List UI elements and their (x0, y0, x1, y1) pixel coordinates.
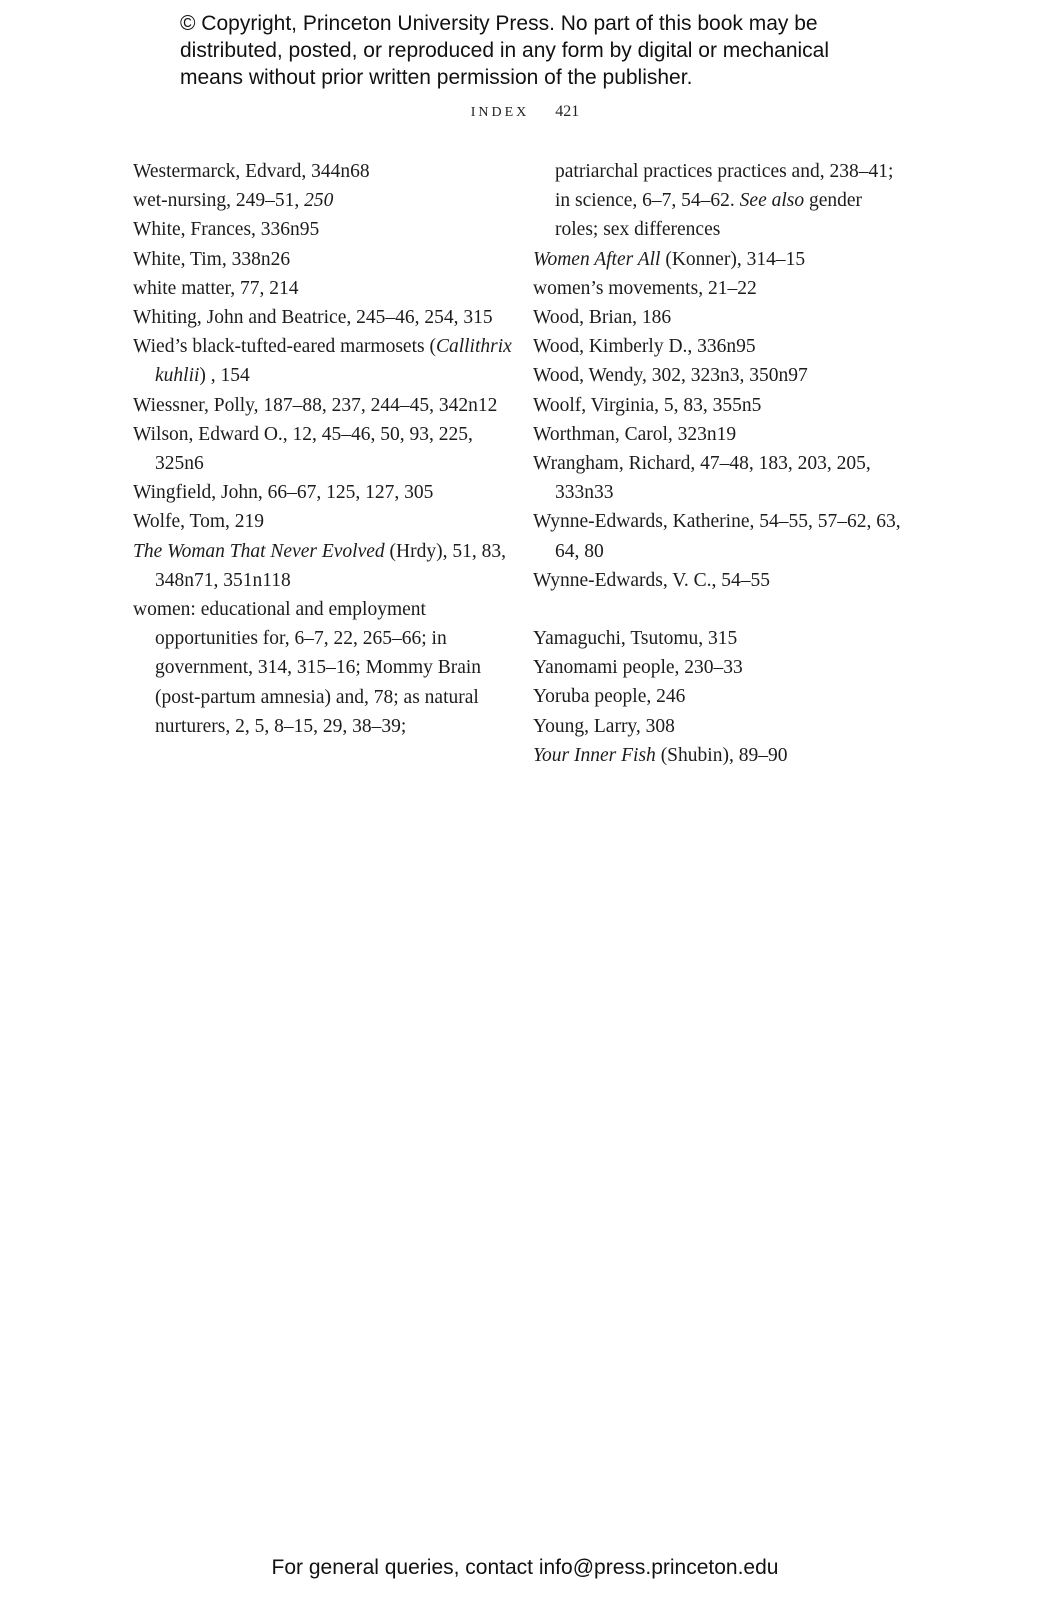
index-entry (133, 595, 513, 741)
index-entry (133, 391, 513, 420)
running-head (0, 103, 1050, 121)
index-entry-text: Whiting, John and Beatrice, 245–46, 254, 315 (133, 307, 493, 329)
index-entry (533, 566, 903, 595)
index-entry-text: white matter, 77, 214 (133, 277, 299, 299)
index-entry (533, 245, 903, 274)
index-entry-text: Wood, Wendy, 302, 323n3, 350n97 (533, 365, 808, 387)
index-entry-text: (Hrdy), 51, 83, 348n71, 351n118 (155, 540, 506, 591)
index-entry (533, 712, 903, 741)
index-entry-text: (Konner), 314–15 (660, 248, 806, 270)
index-entry (133, 245, 513, 274)
index-entry (533, 682, 903, 711)
index-entry (133, 274, 513, 303)
index-entry (533, 507, 903, 565)
index-entry (133, 507, 513, 536)
index-entry (133, 303, 513, 332)
index-entry-text: Wilson, Edward O., 12, 45–46, 50, 93, 225, 325n6 (133, 423, 473, 475)
index-entry (133, 215, 513, 244)
index-entry (533, 624, 903, 653)
index-entry-italic-text: The Woman That Never Evolved (133, 540, 385, 562)
index-entry-text: White, Tim, 338n26 (133, 248, 291, 270)
index-entry-text: patriarchal practices practices and, 238–41; in science, 6–7, 54–62. (555, 161, 894, 212)
index-entry (133, 537, 513, 595)
index-entry (533, 449, 903, 507)
index-entry (533, 332, 903, 361)
index-entry-italic-text: Women After All (533, 248, 661, 270)
index-entry-text: Wood, Brian, 186 (533, 307, 672, 329)
index-entry-italic-text: Your Inner Fish (533, 744, 656, 766)
index-entry-text: gender roles; sex differences (555, 190, 863, 241)
index-entry-text: wet-nursing, 249–51, (133, 190, 305, 212)
index-entry-italic-text: Callithrix kuhlii (155, 336, 512, 387)
running-head-label: INDEX (470, 105, 530, 120)
copyright-line: © Copyright, Princeton University Press. No part of this book may be (180, 12, 818, 35)
index-entry-text: ) , 154 (199, 365, 250, 387)
index-entry-text: Wood, Kimberly D., 336n95 (533, 336, 756, 358)
copyright-line: distributed, posted, or reproduced in any form by digital or mechanical (180, 39, 830, 62)
index-entry (533, 303, 903, 332)
footer-contact: For general queries, contact info@press.princeton.edu (271, 1556, 779, 1579)
index-entry-text: Wolfe, Tom, 219 (133, 511, 265, 533)
index-entry-text: Yamaguchi, Tsutomu, 315 (533, 628, 738, 650)
index-entry-text: White, Frances, 336n95 (133, 219, 320, 241)
index-entry (533, 361, 903, 390)
index-entry (133, 420, 513, 478)
index-entry-italic-text: See also (739, 190, 805, 212)
index-entry (533, 653, 903, 682)
index-entry (533, 420, 903, 449)
index-column-right (533, 157, 903, 770)
index-entry (533, 157, 903, 245)
index-entry-text: Yanomami people, 230–33 (533, 657, 743, 679)
index-entry-text: women’s movements, 21–22 (533, 277, 757, 299)
index-entry-text: Young, Larry, 308 (533, 715, 675, 737)
index-entry (533, 391, 903, 420)
index-entry-text: Westermarck, Edvard, 344n68 (133, 161, 370, 182)
index-entry (133, 478, 513, 507)
copyright-line: means without prior written permission of the publisher. (180, 66, 693, 89)
index-entry (133, 157, 513, 186)
index-entry-text: Wiessner, Polly, 187–88, 237, 244–45, 342n12 (133, 394, 498, 416)
index-entry (133, 332, 513, 390)
index-entry-text: Wynne-Edwards, V. C., 54–55 (533, 569, 770, 591)
index-entry (533, 274, 903, 303)
index-entry-text: Yoruba people, 246 (533, 686, 686, 708)
index-entry (133, 186, 513, 215)
index-entry-text: Worthman, Carol, 323n19 (533, 423, 737, 445)
copyright-notice (180, 10, 900, 91)
index-entry-text: Wrangham, Richard, 47–48, 183, 203, 205, 333n33 (533, 453, 871, 504)
index-entry-text: (Shubin), 89–90 (655, 744, 788, 766)
index-column-left (133, 157, 513, 741)
index-entry-text: Wynne-Edwards, Katherine, 54–55, 57–62, 63, 64, 80 (533, 511, 901, 562)
index-entry-italic-text: 250 (304, 190, 334, 212)
index-entry-text: women: educational and employment opportunities for, 6–7, 22, 265–66; in government, 314, 315–16; Mommy Brain (post-partum amnesia) and, 78; as natural nurturers, 2, 5, 8–15, 29, 38–39; (133, 599, 482, 737)
index-entry-text: Wied’s black-tufted-eared marmosets ( (133, 336, 436, 358)
index-entry (533, 741, 903, 770)
page-number: 421 (555, 103, 580, 120)
index-entry-text: Wingfield, John, 66–67, 125, 127, 305 (133, 482, 434, 504)
index-entry-text: Woolf, Virginia, 5, 83, 355n5 (533, 394, 762, 416)
